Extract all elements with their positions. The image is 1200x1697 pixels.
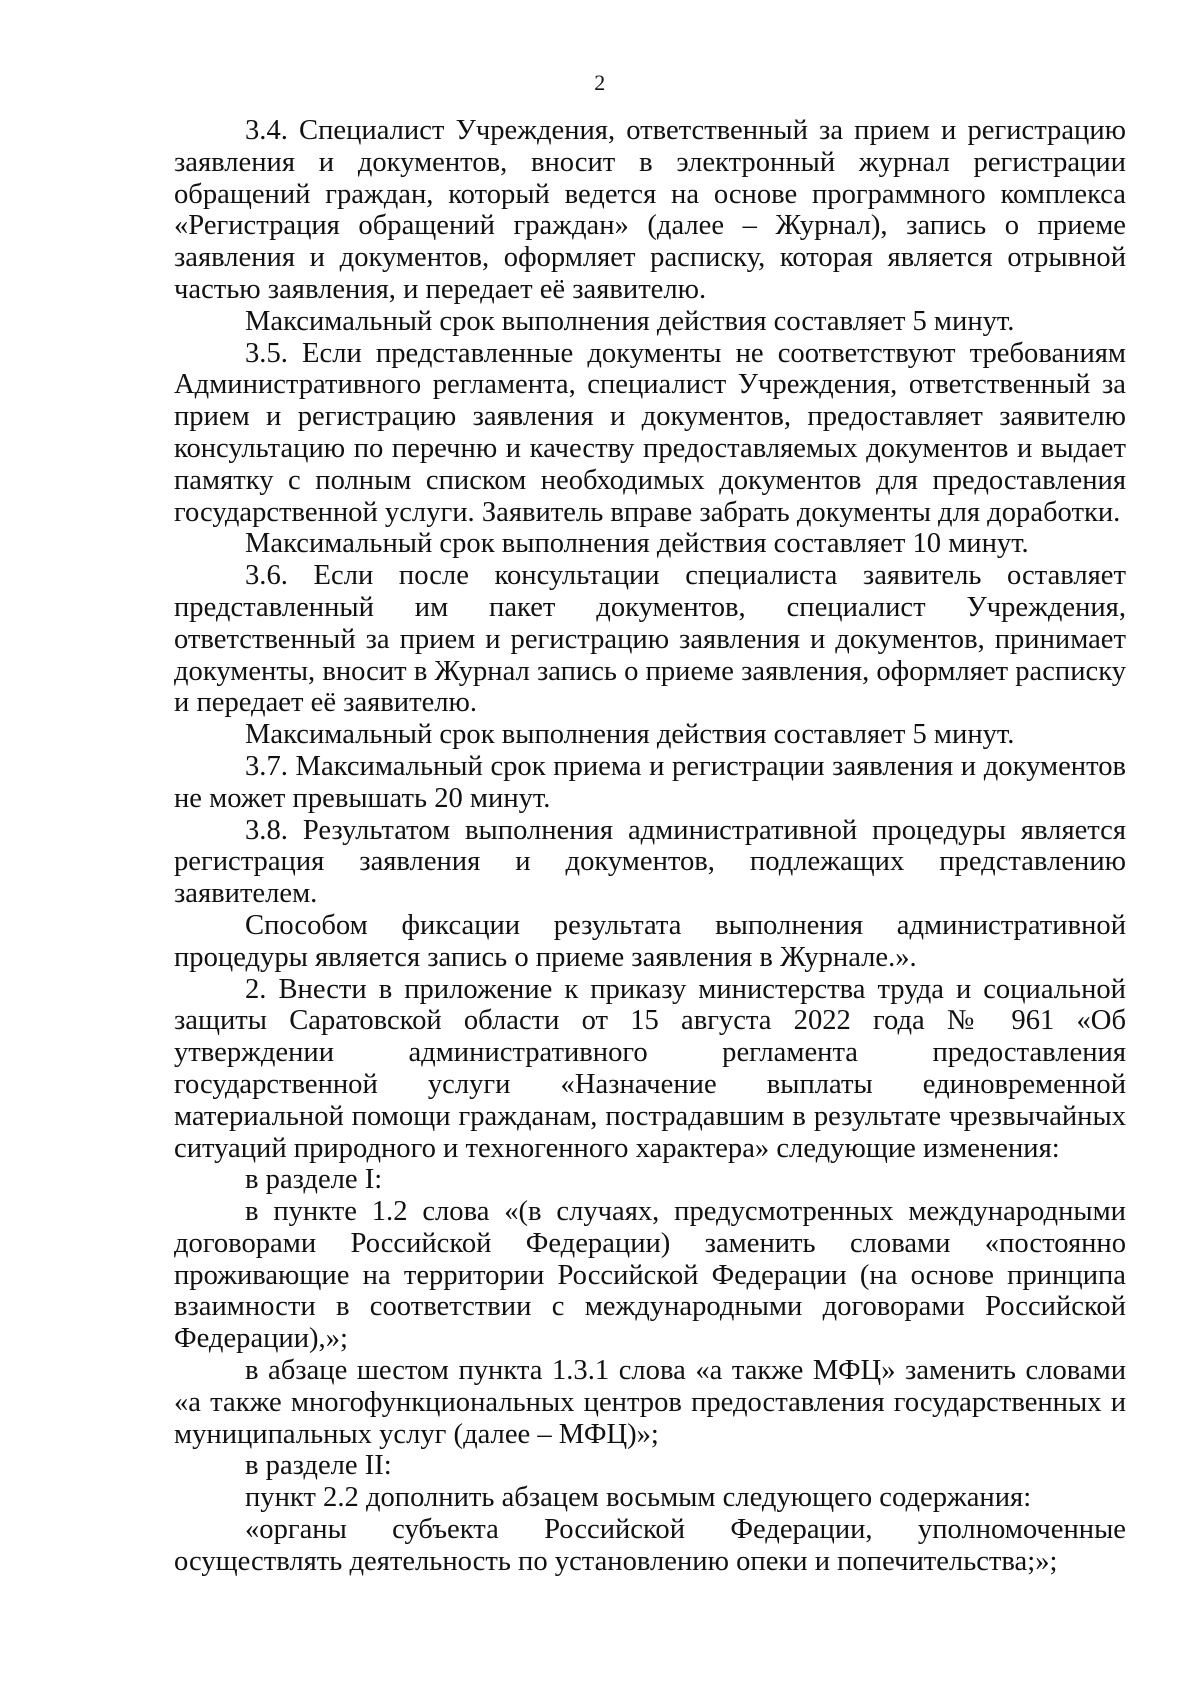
paragraph-3-7: 3.7. Максимальный срок приема и регистрации заявления и документов не может превышать 20 минут.	[174, 750, 1126, 814]
paragraph-time-limit-3-4: Максимальный срок выполнения действия составляет 5 минут.	[245, 305, 1015, 337]
paragraph-time-limit-3-5: Максимальный срок выполнения действия составляет 10 минут.	[245, 528, 1029, 560]
paragraph-3-8: 3.8. Результатом выполнения административной процедуры является регистрация заявления и документов, подлежащих представлению заявителем.	[174, 814, 1126, 910]
paragraph-guardianship-bodies: «органы субъекта Российской Федерации, уполномоченные осуществлять деятельность по установлению опеки и попечительства;»;	[174, 1514, 1126, 1577]
paragraph-3-5: 3.5. Если представленные документы не соответствуют требованиям Административного регламента, специалист Учреждения, ответственный за прием и регистрацию заявления и документов, предоставляет заявителю консультацию по перечню и качеству предоставляемых документов и выдает памятку с полным списком необходимых документов для предоставления государственной услуги. Заявитель вправе забрать документы для доработки.	[174, 337, 1126, 528]
paragraph-item-2: 2. Внести в приложение к приказу министерства труда и социальной защиты Саратовской области от 15 августа 2022 года № 961 «Об утверждении административного регламента предоставления государственной услуги «Назначение выплаты единовременной материальной помощи гражданам, пострадавшим в результате чрезвычайных ситуаций природного и техногенного характера» следующие изменения:	[174, 973, 1126, 1164]
paragraph-point-1-3-1: в абзаце шестом пункта 1.3.1 слова «а также МФЦ» заменить словами «а также многофункциональных центров предоставления государственных и муниципальных услуг (далее – МФЦ)»;	[174, 1355, 1126, 1450]
paragraph-section-i: в разделе I:	[245, 1164, 383, 1196]
document-body	[174, 115, 1126, 1578]
paragraph-3-4: 3.4. Специалист Учреждения, ответственный за прием и регистрацию заявления и документов, вносит в электронный журнал регистрации обращений граждан, который ведется на основе программного комплекса «Регистрация обращений граждан» (далее – Журнал), запись о приеме заявления и документов, оформляет расписку, которая является отрывной частью заявления, и передает её заявителю.	[174, 115, 1126, 305]
paragraph-point-1-2: в пункте 1.2 слова «(в случаях, предусмотренных международными договорами Российской Федерации) заменить словами «постоянно проживающие на территории Российской Федерации (на основе принципа взаимности в соответствии с международными договорами Российской Федерации),»;	[174, 1196, 1126, 1355]
paragraph-time-limit-3-6: Максимальный срок выполнения действия составляет 5 минут.	[245, 719, 1015, 751]
paragraph-fixation-method: Способом фиксации результата выполнения административной процедуры является запись о приеме заявления в Журнале.».	[174, 909, 1126, 973]
paragraph-3-6: 3.6. Если после консультации специалиста заявитель оставляет представленный им пакет документов, специалист Учреждения, ответственный за прием и регистрацию заявления и документов, принимает документы, вносит в Журнал запись о приеме заявления, оформляет расписку и передает её заявителю.	[174, 560, 1126, 719]
paragraph-section-ii: в разделе II:	[245, 1450, 392, 1482]
paragraph-point-2-2: пункт 2.2 дополнить абзацем восьмым следующего содержания:	[245, 1482, 1032, 1514]
page-number: 2	[594, 70, 606, 95]
